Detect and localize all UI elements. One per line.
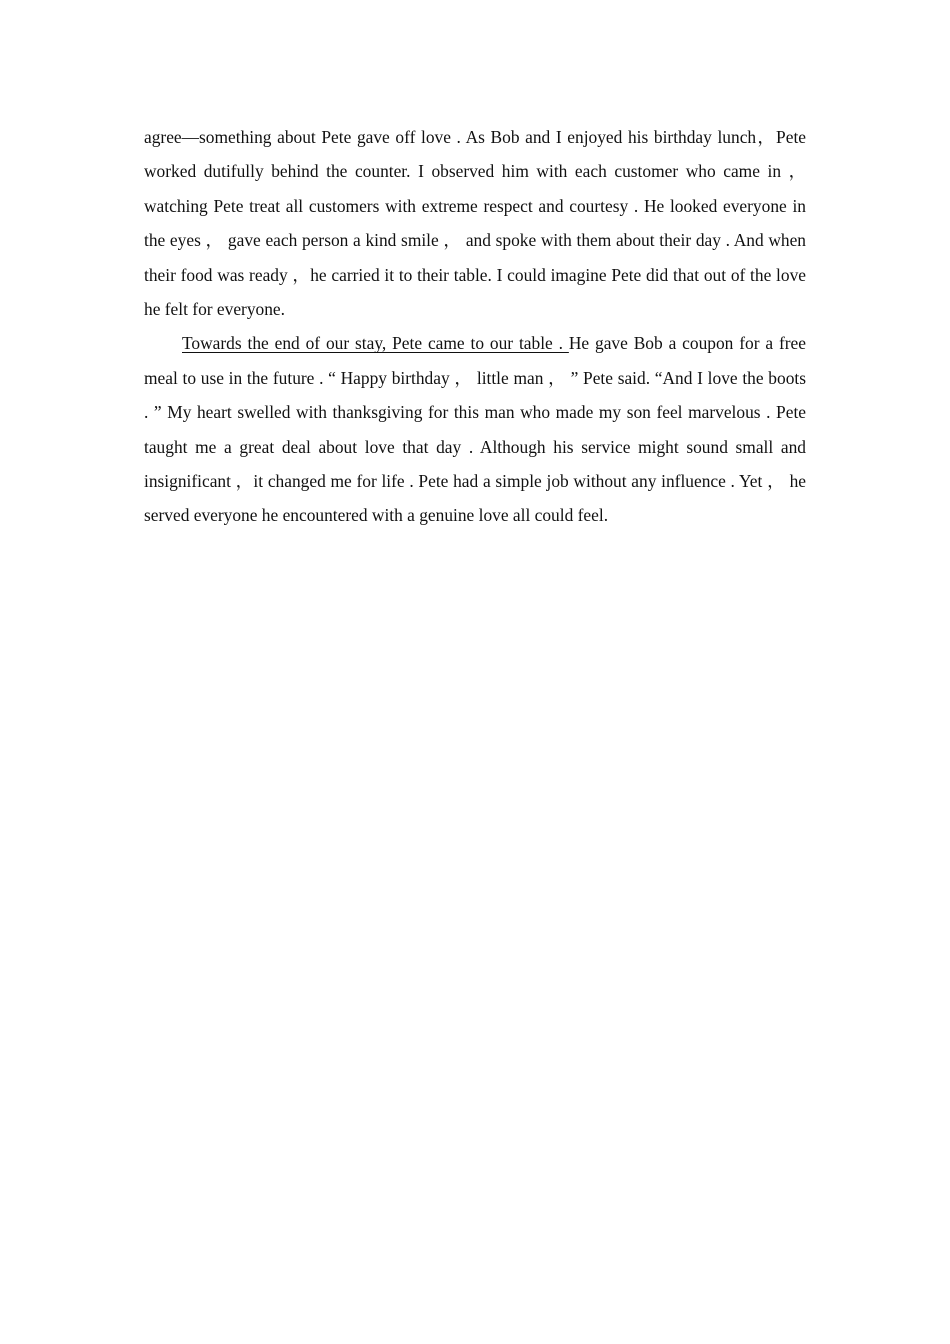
paragraph-rest: He gave Bob a coupon for a free meal to use in the future . “ Happy birthday ， little man ， ” Pete said. “And I love the boots . ” My heart swelled with thanksgiving for this man who made my son feel marvelous . Pete taught me a great deal about love that day . Although his service might sound small and insignificant ，it changed me for life . Pete had a simple job without any influence . Yet ， he served everyone he encountered with a genuine love all could feel.: [144, 333, 806, 526]
document-page: [144, 120, 806, 533]
paragraph-continued: agree—something about Pete gave off love . As Bob and I enjoyed his birthday lunch，Pete worked dutifully behind the counter. I observed him with each customer who came in ， watching Pete treat all customers with extreme respect and courtesy . He looked everyone in the eyes ， gave each person a kind smile ， and spoke with them about their day . And when their food was ready ，he carried it to their table. I could imagine Pete did that out of the love he felt for everyone.: [144, 127, 806, 320]
paragraph-pete-at-table: [144, 326, 806, 532]
underlined-sentence: Towards the end of our stay, Pete came to our table .: [182, 333, 569, 354]
